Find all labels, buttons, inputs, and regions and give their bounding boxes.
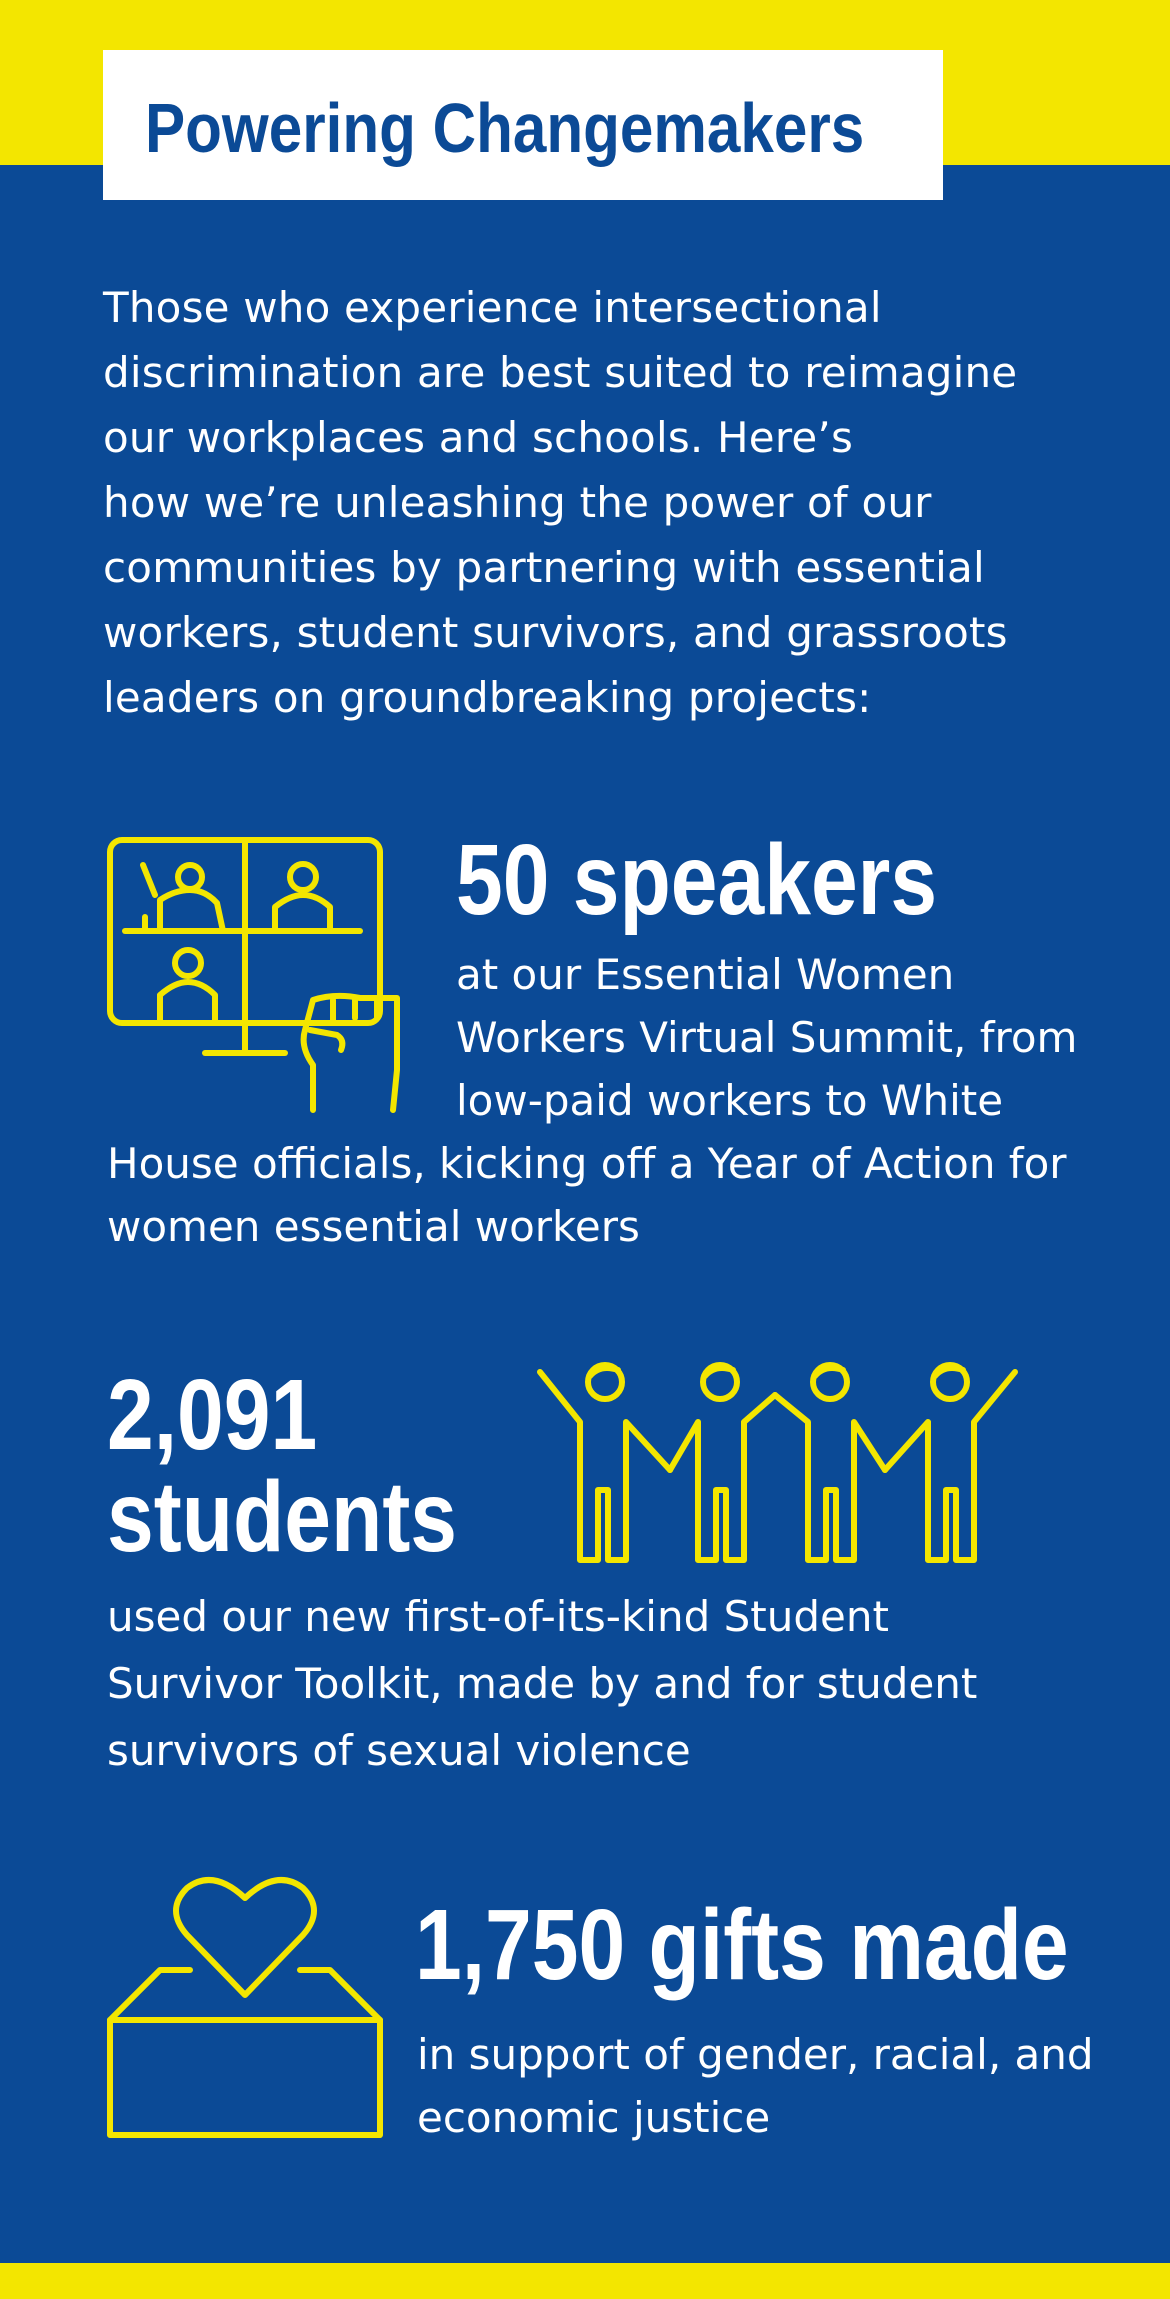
stat-headline: 1,750 gifts made [415,1889,1069,2001]
video-call-fist-icon [105,835,405,1115]
stat-line: at our Essential Women [456,950,955,999]
stat-line: Survivor Toolkit, made by and for student [107,1659,978,1708]
stat-line: low-paid workers to White [456,1076,1004,1125]
intro-line: discrimination are best suited to reimagine [103,348,1018,397]
stat-line: House officials, kicking off a Year of Action for [107,1139,1067,1188]
people-holding-hands-icon [530,1360,1020,1570]
intro-paragraph [103,275,1093,730]
bottom-accent-band [0,2263,1170,2299]
intro-line: Those who experience intersectional [103,283,882,332]
intro-line: how we’re unleashing the power of our [103,478,932,527]
heart-donation-box-icon [105,1870,385,2140]
stat-headline-line: students [107,1461,458,1573]
intro-line: leaders on groundbreaking projects: [103,673,872,722]
intro-line: our workplaces and schools. Here’s [103,413,854,462]
stat-line: in support of gender, racial, and [417,2030,1094,2079]
stat-line: economic justice [417,2093,771,2142]
intro-line: communities by partnering with essential [103,543,985,592]
page-title: Powering Changemakers [145,89,865,167]
stat-description [456,943,1077,1132]
stat-headline-line: 2,091 [107,1359,318,1471]
stat-headline [107,1360,457,1572]
stat-description [107,1583,977,1784]
stat-description [417,2023,1094,2149]
stat-line: women essential workers [107,1202,640,1251]
stat-description-continued [107,1132,1067,1258]
stat-headline: 50 speakers [456,824,938,936]
stat-line: survivors of sexual violence [107,1726,691,1775]
stat-line: Workers Virtual Summit, from [456,1013,1078,1062]
intro-line: workers, student survivors, and grassroots [103,608,1008,657]
stat-line: used our new first-of-its-kind Student [107,1592,889,1641]
